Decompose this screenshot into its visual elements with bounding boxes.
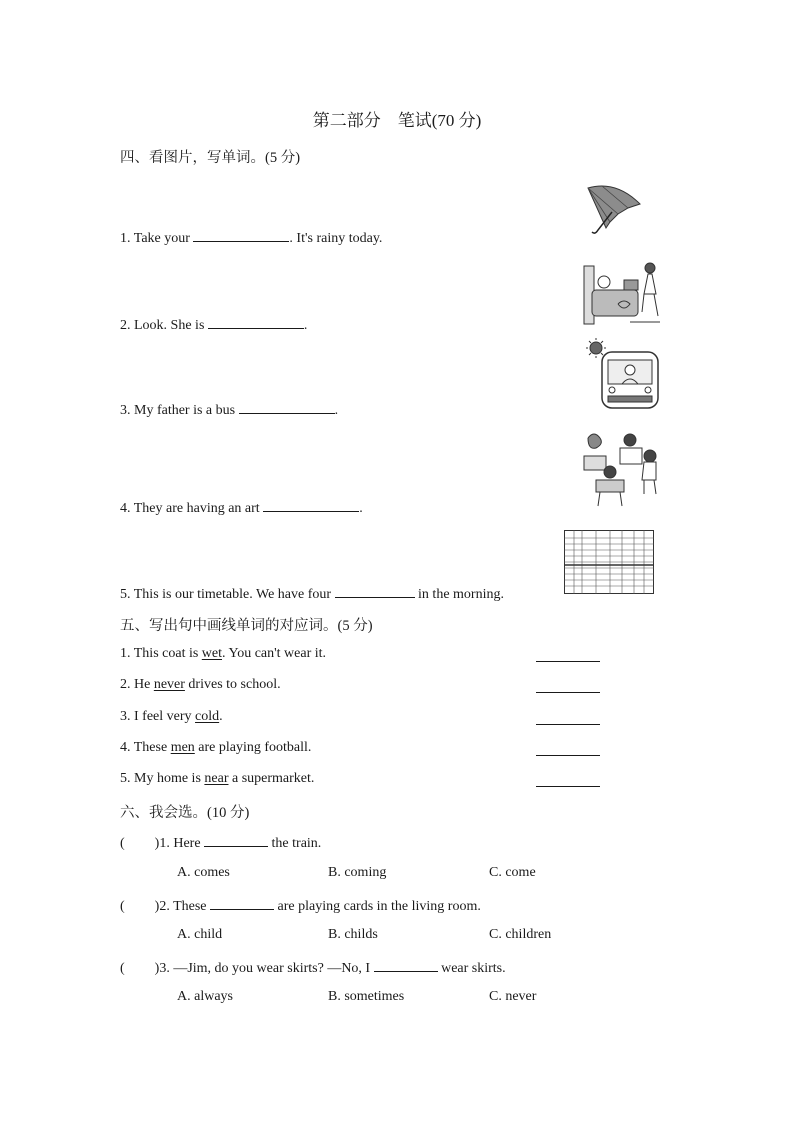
option-b[interactable]: B. childs (328, 927, 378, 942)
answer-blank[interactable] (239, 400, 335, 414)
s5-item-5: 5. My home is near a supermarket. (120, 771, 315, 786)
answer-blank (210, 896, 274, 910)
underlined-word: cold (195, 709, 220, 724)
s5-item-1: 1. This coat is wet. You can't wear it. (120, 646, 327, 661)
answer-paren[interactable]: ( (120, 899, 125, 914)
s4-item-1: 1. Take your . It's rainy today. (120, 228, 382, 247)
s4-item-2: 2. Look. She is . (120, 315, 307, 334)
answer-paren[interactable]: ( (120, 961, 125, 976)
s5-item-3: 3. I feel very cold. (120, 709, 223, 724)
art-class-icon (582, 430, 662, 510)
answer-blank[interactable] (263, 498, 359, 512)
timetable-icon (564, 530, 654, 594)
option-b[interactable]: B. coming (328, 865, 387, 880)
answer-blank (374, 958, 438, 972)
answer-line[interactable] (536, 723, 600, 725)
option-a[interactable]: A. child (177, 927, 223, 942)
option-a[interactable]: A. always (177, 989, 233, 1004)
option-b[interactable]: B. sometimes (328, 989, 405, 1004)
s4-item-5: 5. This is our timetable. We have four in the morning. (120, 584, 504, 603)
bus-driver-icon (582, 338, 662, 414)
answer-line[interactable] (536, 660, 600, 662)
answer-blank (204, 833, 268, 847)
s6-question-2: ( )2. These are playing cards in the living room. (120, 896, 481, 915)
answer-blank[interactable] (208, 315, 304, 329)
answer-line[interactable] (536, 691, 600, 693)
s5-item-4: 4. These men are playing football. (120, 740, 312, 755)
s4-item-4: 4. They are having an art . (120, 498, 363, 517)
s6-question-3: ( )3. —Jim, do you wear skirts? —No, I wear skirts. (120, 958, 506, 977)
section4-heading: 四、看图片，写单词。(5 分) (120, 150, 301, 166)
answer-blank[interactable] (335, 584, 415, 598)
answer-line[interactable] (536, 785, 600, 787)
sick-girl-icon (582, 260, 664, 326)
umbrella-icon (582, 182, 644, 238)
underlined-word: men (170, 740, 195, 755)
underlined-word: near (204, 771, 229, 786)
s6-question-1: ( )1. Here the train. (120, 833, 321, 852)
underlined-word: wet (201, 646, 223, 661)
page-title: 第二部分 笔试(70 分) (312, 111, 482, 130)
answer-line[interactable] (536, 754, 600, 756)
section5-heading: 五、写出句中画线单词的对应词。(5 分) (120, 618, 373, 634)
option-a[interactable]: A. comes (177, 865, 230, 880)
section6-heading: 六、我会选。(10 分) (120, 805, 250, 821)
underlined-word: never (153, 677, 185, 692)
answer-paren[interactable]: ( (120, 836, 125, 851)
option-c[interactable]: C. children (489, 927, 552, 942)
option-c[interactable]: C. never (489, 989, 537, 1004)
s4-item-3: 3. My father is a bus . (120, 400, 338, 419)
s5-item-2: 2. He never drives to school. (120, 677, 281, 692)
option-c[interactable]: C. come (489, 865, 536, 880)
answer-blank[interactable] (193, 228, 289, 242)
